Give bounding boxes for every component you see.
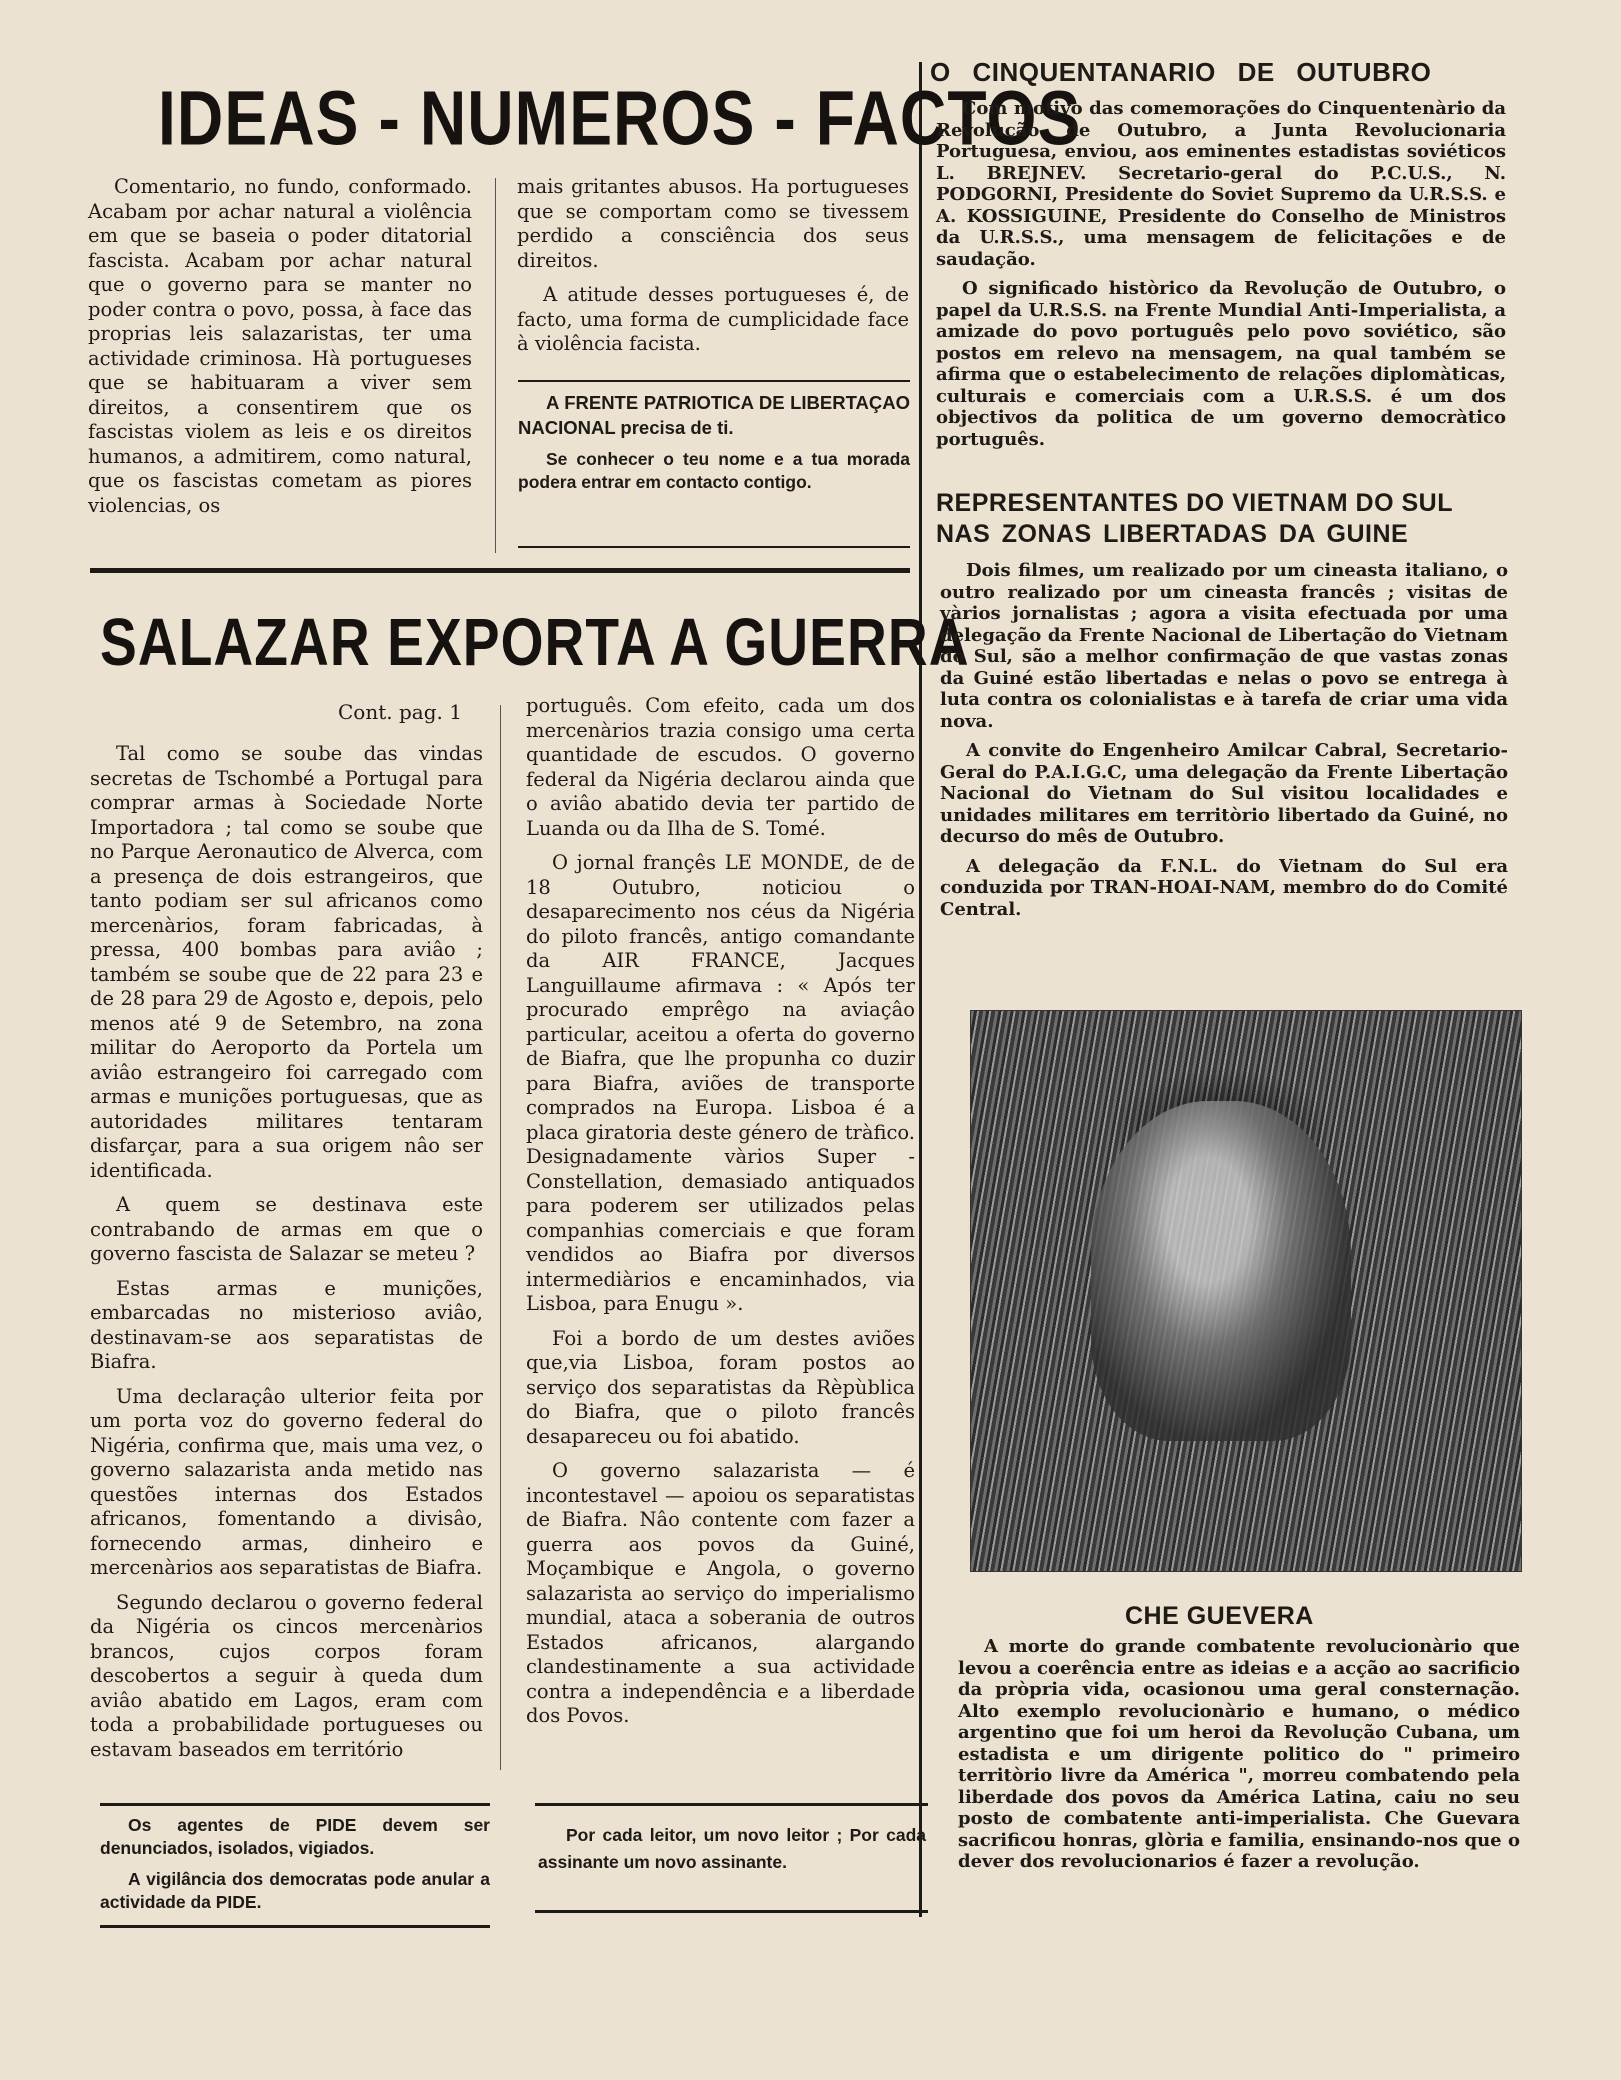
frente-box-bottom-rule (518, 546, 910, 548)
frente-box-top-rule (518, 380, 910, 382)
leitor-box-text: Por cada leitor, um novo leitor ; Por cada assinante um novo assinante. (538, 1825, 926, 1872)
cont-pag-note: Cont. pag. 1 (338, 700, 462, 724)
ideas-column-rule (495, 178, 496, 553)
pide-box-top-rule (100, 1803, 490, 1806)
che-paragraph: A morte do grande combatente revolucionàrio que levou a coerência entre as ideias e a acção ao sacrificio da pròpria vida, ocasionou uma geral consternação. Alto exemplo revolucionàrio e humano, o médico argentino que foi um heroi da Revolução Cubana, um estadista e um dirigente politico do " primeiro territòrio livre da América ", morreu combatendo pela liberdade dos povos da América Latina, caiu no seu posto de combatente anti-imperialista. Che Guevara sacrificou honras, glòria e familia, ensinando-nos que o dever dos revolucionarios é fazer a revolução. (958, 1636, 1520, 1872)
vietnam-p2: A convite do Engenheiro Amilcar Cabral, Secretario-Geral do P.A.I.G.C, uma delegação da Frente Libertação Nacional do Vietnam do Sul visitou localidades e unidades militares em territòrio libertado da Guiné, no decurso do mês de Outubro. (940, 740, 1508, 847)
pide-box-line-2: A vigilância dos democratas pode anular a actividade da PIDE. (100, 1869, 490, 1912)
vietnam-p1: Dois filmes, um realizado por um cineasta italiano, o outro realizado por um cineasta francês ; visitas de vàrios jornalistas ; agora a visita efectuada por uma delegação da Frente Nacional de Libertação do Vietnam do Sul, são a melhor confirmação de que vastas zonas da Guiné estão libertadas e nelas o povo se entrega à luta contra os colonialistas e à tarefa de criar uma vida nova. (940, 560, 1508, 732)
section-divider-heavy (90, 568, 910, 573)
ideas-col2-text-2: A atitude desses portugueses é, de facto, uma forma de cumplicidade face à violência facista. (517, 283, 909, 355)
cinquentanario-p2: O significado històrico da Revolução de Outubro, o papel da U.R.S.S. na Frente Mundial Anti-Imperialista, a amizade do povo português pelo povo soviético, são postos em relevo na mensagem, na qual também se afirma que o estabelecimento de relações diplomàticas, culturais e comerciais com a U.R.S.S. é um dos objectivos da politica de um governo democràtico português. (936, 278, 1506, 450)
cinquentanario-p1: Com motivo das comemorações do Cinquentenàrio da Revolução de Outubro, a Junta Revolucionaria Portuguesa, enviou, aos eminentes estadistas soviéticos L. BREJNEV. Secretario-geral do P.C.U.S., N. PODGORNI, Presidente do Soviet Supremo da U.R.S.S. e A. KOSSIGUINE, Presidente do Conselho de Ministros da U.R.S.S., uma mensagem de felicitações e de saudação. (936, 98, 1506, 270)
salazar-col2-p3: Foi a bordo de um destes aviões que,via Lisboa, foram postos ao serviço dos separatistas da Rèpùblica do Biafra, que o piloto francês desapareceu ou foi abatido. (526, 1326, 915, 1448)
frente-box (518, 390, 910, 502)
photo-subject (1091, 1101, 1351, 1441)
salazar-col2-p4: O governo salazarista — é incontestavel — apoiou os separatistas de Biafra. Nâo contente com fazer a guerra aos povos da Guiné, Moçambique e Angola, o governo salazarista ao serviço do imperialismo mundial, ataca a soberania de outros Estados africanos, alargando clandestinamente a sua actividade contra a independência e a liberdade dos Povos. (526, 1459, 915, 1727)
leitor-box-bottom-rule (535, 1910, 928, 1913)
leitor-box (538, 1822, 926, 1884)
che-guevara-photo (970, 1010, 1522, 1572)
salazar-column-1 (90, 742, 483, 1772)
ideas-headline: IDEAS - NUMEROS - FACTOS (158, 75, 1082, 162)
vietnam-p3: A delegação da F.N.L. do Vietnam do Sul era conduzida por TRAN-HOAI-NAM, membro do do Comité Central. (940, 855, 1508, 920)
leitor-box-top-rule (535, 1803, 928, 1806)
vietnam-text (940, 560, 1508, 928)
frente-box-text: Se conhecer o teu nome e a tua morada podera entrar em contacto contigo. (518, 449, 910, 492)
ideas-column-1 (88, 175, 472, 528)
salazar-col2-p2: O jornal françês LE MONDE, de de 18 Outubro, noticiou o desaparecimento nos céus da Nigéria do piloto francês, antigo comandante da AIR FRANCE, Jacques Languillaume afirmava : « Após ter procurado emprêgo na aviaçâo particular, aceitou a oferta do governo de Biafra, que lhe propunha co duzir para Biafra, aviões de transporte comprados na Europa. Lisboa é a placa giratoria deste género de tràfico. Designadamente vàrios Super - Constellation, demasiado antiquados para poderem ser utilizados pelas companhias comerciais e que foram vendidos ao Biafra por diversos intermediàrios e encaminhados, via Lisboa, para Enugu ». (526, 851, 915, 1315)
ideas-col2-text-1: mais gritantes abusos. Ha portugueses que se comportam como se tivessem perdido a consciência dos seus direitos. (517, 175, 909, 272)
salazar-column-2 (526, 694, 915, 1739)
ideas-col1-text: Comentario, no fundo, conformado. Acabam por achar natural a violência em que se baseia o poder ditatorial fascista. Acabam por achar natural que o governo para se manter no poder contra o povo, possa, à face das proprias leis salazaristas, ter uma actividade criminosa. Hà portugueses que se habituaram a viver sem direitos, a consentirem que os fascistas violem as leis e os direitos humanos, a admitirem, como natural, que os fascistas cometam as piores violencias, os (88, 175, 472, 517)
che-text (958, 1636, 1520, 1881)
salazar-col1-p3: Estas armas e munições, embarcadas no misterioso aviâo, destinavam-se aos separatistas de Biafra. (90, 1276, 483, 1373)
pide-box (100, 1814, 490, 1922)
frente-box-title: A FRENTE PATRIOTICA DE LIBERTAÇAO NACIONAL precisa de ti. (518, 392, 910, 438)
salazar-col2-p1: português. Com efeito, cada um dos mercenàrios trazia consigo uma certa quantidade de escudos. O governo federal da Nigéria declarou ainda que o aviâo abatido devia ter partido de Luanda ou da Ilha de S. Tomé. (526, 694, 915, 840)
salazar-col1-p1: Tal como se soube das vindas secretas de Tschombé a Portugal para comprar armas à Sociedade Norte Importadora ; tal como se soube que no Parque Aeronautico de Alverca, com a presença de dois estrangeiros, que tanto podiam ser sul africanos como mercenàrios, foram fabricadas, à pressa, 400 bombas para aviâo ; também se soube que de 22 para 23 e de 28 para 29 de Agosto e, depois, pelo menos até 9 de Setembro, na zona militar do Aeroporto da Portela um aviâo estrangeiro foi carregado com armas e munições portuguesas, que as autoridades militares tentaram disfarçar, para a sua origem nâo ser identificada. (90, 742, 483, 1182)
column-divider (919, 62, 922, 1917)
ideas-column-2 (517, 175, 909, 367)
pide-box-line-1: Os agentes de PIDE devem ser denunciados, isolados, vigiados. (100, 1815, 490, 1858)
salazar-column-rule (500, 705, 501, 1770)
cinquentanario-text (936, 98, 1506, 458)
salazar-headline: SALAZAR EXPORTA A GUERRA (100, 606, 970, 681)
cinquentanario-title: O CINQUENTANARIO DE OUTUBRO (930, 57, 1432, 87)
che-title: CHE GUEVERA (1125, 1602, 1314, 1630)
salazar-col1-p2: A quem se destinava este contrabando de armas em que o governo fascista de Salazar se meteu ? (90, 1193, 483, 1265)
pide-box-bottom-rule (100, 1925, 490, 1928)
salazar-col1-p4: Uma declaraçâo ulterior feita por um porta voz do governo federal do Nigéria, confirma que, mais uma vez, o governo salazarista anda metido nas questões internas dos Estados africanos, fomentando a divisâo, fornecendo armas, dinheiro e mercenàrios aos separatistas de Biafra. (90, 1384, 483, 1579)
vietnam-title-line-2: NAS ZONAS LIBERTADAS DA GUINE (936, 520, 1409, 548)
vietnam-title-line-1: REPRESENTANTES DO VIETNAM DO SUL (936, 489, 1453, 517)
salazar-col1-p5: Segundo declarou o governo federal da Nigéria os cincos mercenàrios brancos, cujos corpos foram descobertos a seguir à queda dum aviâo abatido em Lagos, eram com toda a probabilidade portugueses ou estavam baseados em território (90, 1590, 483, 1761)
